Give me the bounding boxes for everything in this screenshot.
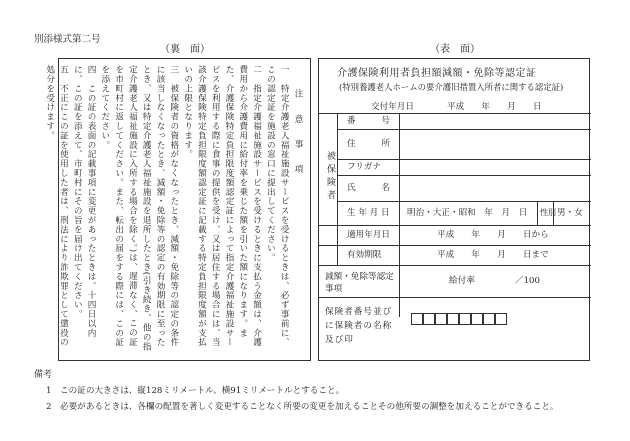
front-side-panel	[318, 58, 590, 361]
row-rule	[319, 245, 591, 246]
remarks-title: 備考	[34, 370, 53, 380]
certificate-title: 介護保険利用者負担額減額・免除等認定証	[337, 68, 537, 79]
insurer-number-box[interactable]	[423, 313, 435, 325]
start-date-label: 適用年月日	[347, 230, 390, 240]
remark-item: 1 この証の大きさは、縦128ミリメートル、横91ミリメートルとすること。	[46, 386, 345, 396]
benefit-rate-value: ／100	[515, 276, 540, 286]
back-side-panel	[44, 58, 311, 361]
back-side-label: （裏 面）	[160, 44, 210, 55]
row-rule	[319, 265, 591, 266]
insurer-number-box[interactable]	[483, 313, 495, 325]
expiry-value: 平成 年 月 日まで	[437, 250, 549, 260]
start-date-value: 平成 年 月 日から	[437, 230, 549, 240]
row-rule	[319, 297, 591, 298]
note-item: 四 この証の表面の記載事項に変更があったときは、十四日以内に、この証を添えて、市町村にその旨を届け出てください。	[72, 65, 97, 338]
row-rule	[337, 159, 591, 160]
expiry-label: 有効期限	[347, 250, 382, 260]
furigana-label: フリガナ	[347, 162, 381, 172]
remark-item: 2 必要があるときは、各欄の配置を著しく変更することなく所要の変更を加えることその他所要の調整を加えることができること。	[46, 402, 559, 412]
benefit-rate-label: 給付率	[449, 276, 475, 286]
sex-value: 男・女	[557, 208, 583, 218]
row-rule	[337, 175, 591, 176]
insurer-label: 保険者番号並びに保険者の名称及び印	[325, 307, 393, 345]
sex-separator	[537, 201, 538, 225]
number-label: 番 号	[347, 116, 390, 126]
sex-label: 性別	[540, 208, 556, 217]
birth-date-value: 明治・大正・昭和 年 月 日	[407, 208, 528, 218]
birth-date-label: 生 年 月 日	[347, 208, 390, 218]
label-column-rule	[399, 113, 400, 317]
note-item: 一 特定介護老人福祉施設サービスを受けるときは、必ず事前に、この認定証を施設の窓口に提出してください。	[265, 65, 290, 347]
notes-column	[42, 65, 304, 355]
notes-title: 注 意 事 項	[293, 89, 303, 178]
insurer-number-box[interactable]	[435, 313, 447, 325]
note-item: 二 指定介護福祉施設サービスを受けるときに支払う金額は、介護費用から介護費用に給付率を乗じた額を引いた額になります。また、介護保険特定負担限度額認定証によって指定介護福祉施設サービスを利用する際に食事の提供を受け、又は居住する場合には、当該介護保険特定負担限度額認定証に記載する特定負担限度額が支払いの上限となります。	[182, 65, 262, 347]
front-side-label: （表 面）	[430, 44, 480, 55]
insurer-number-box[interactable]	[495, 313, 507, 325]
name-label: 氏 名	[347, 183, 390, 193]
insured-column-rule	[337, 113, 338, 265]
address-label: 住 所	[347, 139, 390, 149]
row-rule	[319, 225, 591, 226]
table-top-rule	[319, 113, 591, 114]
certificate-subtitle: (特別養護老人ホームの要介護旧措置入所者に関する認定証)	[339, 82, 564, 92]
insurer-number-box[interactable]	[459, 313, 471, 325]
insured-label: 被保険者	[325, 151, 335, 203]
note-item: 五 不正にこの証を使用した者は、刑法により詐欺罪として懲役の処分を受けます。	[44, 65, 69, 347]
insurer-number-box[interactable]	[411, 313, 423, 325]
row-rule	[337, 129, 591, 130]
insurer-number-box[interactable]	[447, 313, 459, 325]
note-item: 三 被保険者の資格がなくなったとき、減額・免除等の認定の条件に該当しなくなったとき、減額・免除等の認定の有効期限に至ったとき、又は特定介護老人福祉施設を退所したとき(引き続き、他の指定介護老人福祉施設に入所する場合を除く。)は、遅滞なく、この証を市町村に返してください。また、転出の届をする際には、この証を添えてください。	[99, 65, 179, 352]
issue-date-value: 平成 年 月 日	[447, 102, 542, 112]
reduction-label: 減額・免除等認定事項	[325, 272, 394, 294]
remarks-section	[34, 367, 559, 412]
insurer-number-box[interactable]	[471, 313, 483, 325]
issue-date-label: 交付年月日	[371, 102, 414, 112]
form-number: 別添様式第二号	[34, 34, 101, 45]
